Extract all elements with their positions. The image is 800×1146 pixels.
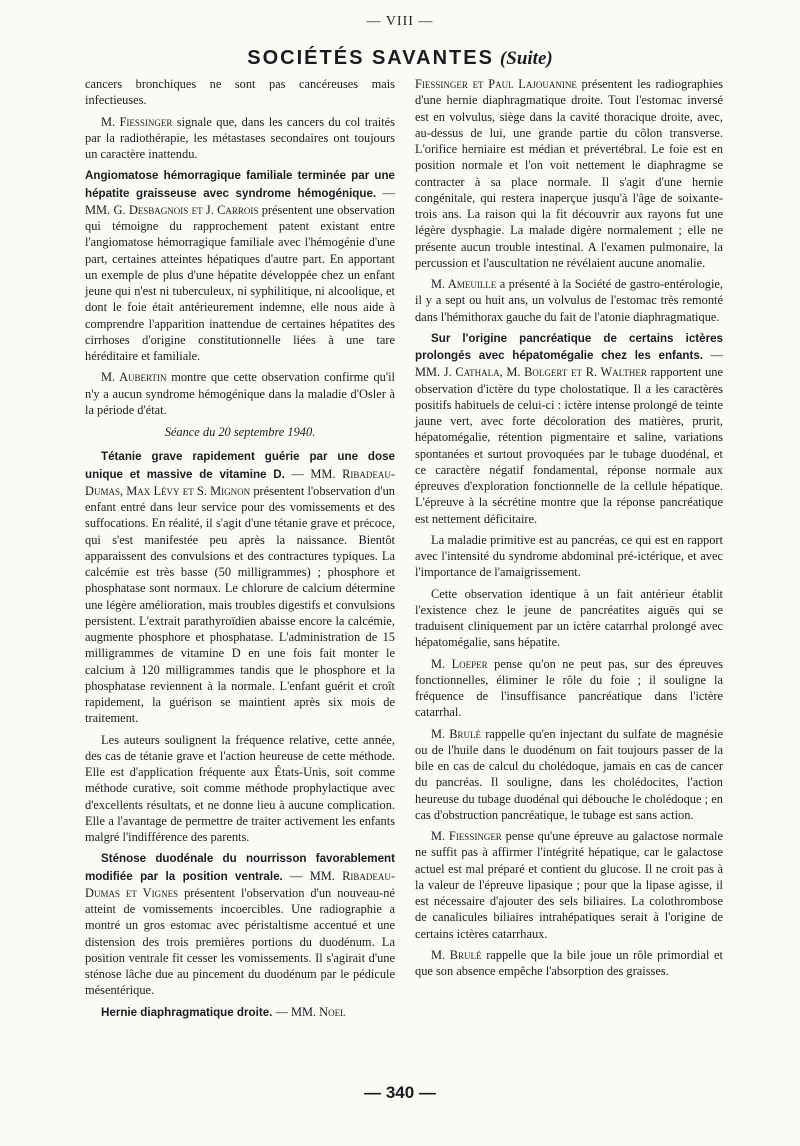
author-name: M. Ameuille: [431, 277, 497, 291]
paragraph-text: rapportent une observation d'ictère du type cholostatique. Il a les caractères positifs habituels de celui-ci : ictère intense prolongé de teinte jaune vert, avec forte décoloration des matières, prurit, hépatomégalie, rétention pigmentaire et saline, variations spontanées et surtout provoquées par le tubage duodénal, et ce caractère négatif fondamental, réponse normale aux épreuves d'exploration fonctionnelle de la cellule hépatique. L'épreuve à la sécrétine montre que la réponse pancréatique est nettement déficitaire.: [415, 365, 723, 526]
folio: — VIII —: [366, 14, 434, 29]
author-names: — MM. G. Desbagnois et J. Carrois: [85, 185, 395, 217]
author-name: M. Brulé: [431, 947, 482, 962]
paragraph-text: présentent les radiographies d'une hernie diaphragmatique droite. Tout l'estomac inversé est en volvulus, siège dans la cavité thoracique droite, avec, au-dessus de lui, une grande partie du côlon transverse. L'orifice herniaire est médian et prévertébral. Le foie est en position normale et l'on voit nettement le diaphragme se contracter à sa place normale. Il s'agit d'une hernie congénitale, qui restera inaperçue jusqu'à l'âge de soixante-trois ans. La raison qui la fit découvrir aux rayons fut une légère dysphagie. La malade digère normalement ; elle ne présente aucun trouble intestinal. A l'examen pulmonaire, la percussion et l'auscultation ne révélaient aucune anomalie.: [415, 77, 723, 270]
paragraph-text: pense qu'une épreuve au galactose normale ne suffit pas à affirmer l'intégrité hépatique, car le galactose actuel est mal préparé et contient du glucose. Il ne croit pas à la valeur de l'épreuve lipasique ; pour que la lipase agisse, il est nécessaire d'ajouter des sels biliaires. La colothrombose de canalicules biliaires intrahépatiques serait à l'origine de certains ictères catarrhaux.: [415, 829, 723, 941]
section-header: [0, 47, 800, 70]
paragraph: Les auteurs soulignent la fréquence relative, cette année, des cas de tétanie grave et l'action heureuse de cette méthode. Elle est d'application fréquente aux États-Unis, soit comme méthode curative, soit comme méthode prophylactique avec d'excellents résultats, et ne donne lieu à aucune complication. Elle a l'avantage de permettre de traiter activement les enfants malgré l'indifférence des parents.: [85, 732, 395, 844]
author-names: — MM. Noel: [272, 1004, 346, 1019]
communication-entry: [85, 448, 395, 726]
communication-entry: [85, 167, 395, 364]
paragraph-text: a présenté à la Société de gastro-entérologie, il y a sept ou huit ans, un volvulus de l'estomac très remonté dans l'hémithorax gauche du fait de l'atonie diaphragmatique.: [415, 277, 723, 324]
communication-title: Sténose duodénale du nourrisson favorablement modifiée par la position ventrale.: [85, 852, 395, 883]
communication-title: Tétanie grave rapidement guérie par une dose unique et massive de vitamine D.: [85, 450, 395, 481]
paragraph: [415, 726, 723, 824]
paragraph: [415, 276, 723, 325]
section-title: SOCIÉTÉS SAVANTES: [247, 47, 494, 69]
paragraph: [415, 76, 723, 271]
author-name: M. Fiessinger: [431, 829, 502, 843]
author-name: M. Aubertin: [101, 370, 167, 385]
paragraph: Cette observation identique à un fait antérieur établit l'existence chez le jeune de pancréatites aiguës qui se traduisent cliniquement par un ictère catarrhal prolongé avec hépatomégalie, sans hépatite.: [415, 586, 723, 650]
paragraph-text: rappelle qu'en injectant du sulfate de magnésie ou de l'huile dans le duodénum on fait toujours passer de la bile en cas de calcul du cholédoque, jamais en cas de cancer du pancréas. Il souligne, dans les cholédocites, l'action heureuse du tubage duodénal qui débouche le cholédoque ; en cas d'obstruction pancréatique, le tubage est sans action.: [415, 726, 723, 822]
author-names: — MM. J. Cathala, M. Bolgert et R. Walther: [415, 348, 723, 380]
session-date: Séance du 20 septembre 1940.: [164, 425, 316, 439]
paragraph: [415, 656, 723, 721]
author-name: M. Fiessinger: [101, 114, 173, 129]
author-names: Fiessinger et Paul Lajouanine: [415, 77, 577, 91]
author-names: — MM. Ribadeau-Dumas et Vignes: [85, 868, 395, 900]
paragraph: [85, 369, 395, 418]
communication-entry: [85, 850, 395, 998]
author-name: M. Loeper: [431, 656, 488, 671]
communication-entry: [415, 330, 723, 527]
paragraph-text: présentent une observation qui témoigne du rapprochement patent existant entre l'angiomatose hémorragique familiale avec l'hémogénie d'une part, certaines atteintes hépatiques d'autre part. En apportant un exemple de plus d'une hépatite développée chez un enfant jeune qui n'est ni tuberculeux, ni syphilitique, ni alcoolique, et dont le foie était antérieurement indemne, elle nous aide à comprendre l'apparition inattendue de certaines hépatites des cirrhoses d'origine constitutionnelle liées à une tare héréditaire et familiale.: [85, 202, 395, 363]
right-column: [415, 76, 723, 984]
paragraph-text: montre que cette observation confirme qu'il n'y a aucun syndrome hémogénique dans la maladie d'Osler à la période d'état.: [85, 370, 395, 417]
author-names: — MM. Ribadeau-Dumas, Max Lévy et S. Mignon: [85, 466, 395, 498]
page-number: — 340 —: [364, 1083, 436, 1102]
left-column: [85, 76, 395, 1026]
section-suite: (Suite): [499, 48, 553, 69]
communication-title: Sur l'origine pancréatique de certains ictères prolongés avec hépatomégalie chez les enfants.: [415, 331, 723, 362]
paragraph-text: présentent l'observation d'un enfant entré dans leur service pour des vomissements et des suffocations. En réalité, il s'agit d'une tétanie grave et précoce, qui s'est manifestée peu après la naissance. Bientôt apparaissent des convulsions et des contractures typiques. La calcémie est très basse (50 milligrammes) ; phosphore et phosphatase sont normaux. Le chlorure de calcium détermine une légère amélioration, mais troubles digestifs et convulsions persistent. L'extrait parathyroïdien abaisse encore la calcémie, augmente phosphore et phosphatase. L'administration de 15 milligrammes de vitamine D en une fois fait monter le calcium à 120 milligrammes tandis que le phosphore et la phosphatase reviennent à la normale. L'enfant guérit et croît rapidement, la guérison se maintient après six mois de traitement.: [85, 483, 395, 726]
communication-title: Hernie diaphragmatique droite.: [101, 1005, 273, 1019]
communication-title: Angiomatose hémorragique familiale terminée par une hépatite graisseuse avec syndrome hémogénique.: [85, 169, 395, 200]
author-name: M. Brulé: [431, 726, 482, 741]
paragraph: [85, 114, 395, 163]
paragraph: [415, 828, 723, 942]
paragraph: [415, 947, 723, 980]
paragraph-text: pense qu'on ne peut pas, sur des épreuves fonctionnelles, éliminer le rôle du foie ; il souligne la fréquence de l'insuffisance pancréatique dans l'ictère catarrhal.: [415, 656, 723, 720]
paragraph: cancers bronchiques ne sont pas cancéreuses mais infectieuses.: [85, 77, 395, 108]
paragraph-text: présentent l'observation d'un nouveau-né atteint de vomissements incoercibles. Une radiographie a montré un gros estomac avec péristaltisme accentué et une distension des trois premières portions du duodénum. La position ventrale fit cesser les vomissements. Il s'agirait d'une sténose lâche due au pincement du duodénum par le pédicule mésentérique.: [85, 885, 395, 998]
communication-entry: [85, 1004, 395, 1021]
paragraph-text: rappelle que la bile joue un rôle primordial et que son absence empêche l'absorption des graisses.: [415, 947, 723, 978]
paragraph-text: signale que, dans les cancers du col traités par la radiothérapie, les métastases secondaires ont toujours un caractère inattendu.: [85, 114, 395, 161]
paragraph: La maladie primitive est au pancréas, ce qui est en rapport avec l'intensité du syndrome abdominal pré-ictérique, et avec l'importance de l'amaigrissement.: [415, 532, 723, 580]
